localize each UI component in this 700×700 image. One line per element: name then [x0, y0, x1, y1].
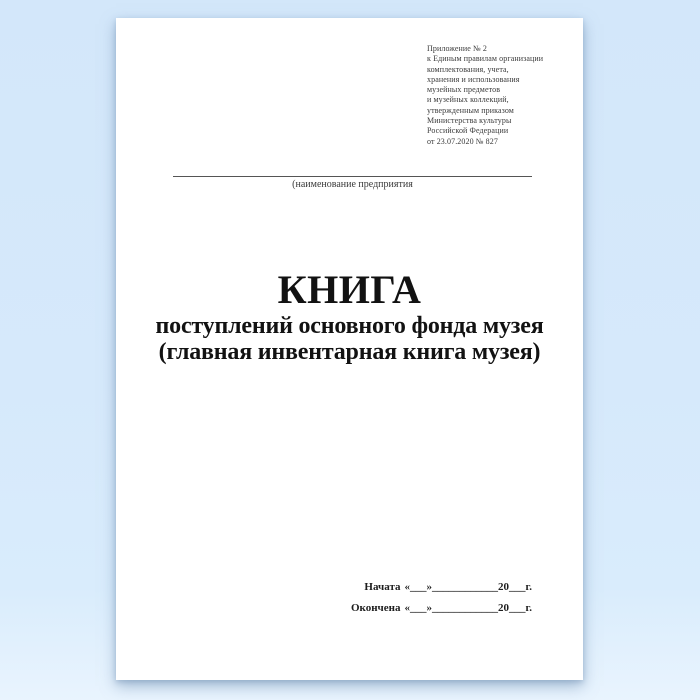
- appendix-note-line: музейных предметов: [427, 85, 501, 95]
- book-title: КНИГА: [277, 267, 422, 312]
- org-name-blank-line: [173, 170, 532, 177]
- date-started-blank: «___»____________20___г.: [404, 581, 532, 593]
- appendix-note: [427, 44, 557, 147]
- book-subtitle-line1: поступлений основного фонда музея: [155, 313, 544, 339]
- org-name-caption: (наименование предприятия: [292, 179, 413, 190]
- date-finished-blank: «___»____________20___г.: [404, 602, 532, 614]
- appendix-note-line: хранения и использования: [427, 74, 520, 84]
- appendix-note-line: и музейных коллекций,: [427, 95, 509, 105]
- appendix-note-line: Министерства культуры: [427, 116, 512, 126]
- appendix-note-line: утвержденным приказом: [427, 105, 514, 115]
- document-page: [116, 18, 583, 680]
- org-name-block: [173, 170, 532, 190]
- appendix-note-line: к Единым правилам организации: [427, 54, 544, 64]
- dates-block: [351, 581, 532, 614]
- date-started-label: Начата: [364, 581, 401, 593]
- date-finished-row: [351, 602, 532, 614]
- book-subtitle: [116, 313, 583, 365]
- book-title-block: [116, 267, 583, 365]
- appendix-note-line: от 23.07.2020 № 827: [427, 136, 498, 146]
- appendix-note-line: Российской Федерации: [427, 126, 509, 136]
- date-started-row: [351, 581, 532, 593]
- appendix-note-line: комплектования, учета,: [427, 64, 509, 74]
- book-subtitle-line2: (главная инвентарная книга музея): [158, 339, 541, 365]
- date-finished-label: Окончена: [350, 602, 401, 614]
- appendix-note-line: Приложение № 2: [427, 44, 487, 53]
